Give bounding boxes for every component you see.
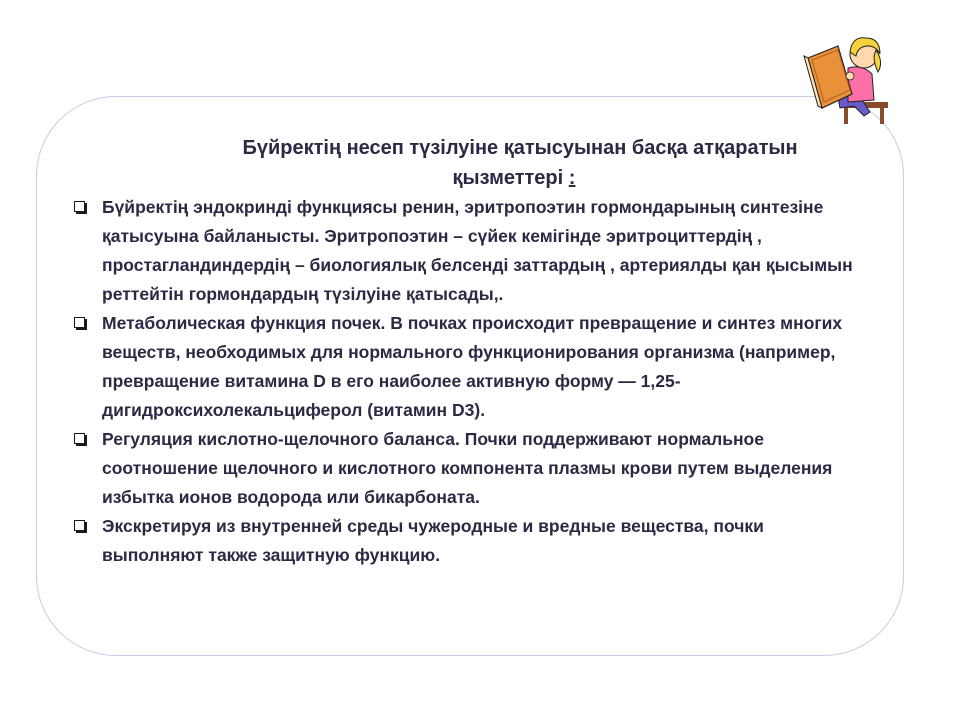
list-item-text: Метаболическая функция почек. В почках происходит превращение и синтез многих веществ, необходимых для нормального функционирования организма (например, превращение витамина D в его наиболее активную форму — 1,25-дигидроксихолекальциферол (витамин D3). [102,313,843,420]
page-title [150,133,850,193]
list-item-text: Регуляция кислотно-щелочного баланса. Почки поддерживают нормальное соотношение щелочного и кислотного компонента плазмы крови путем выделения избытка ионов водорода или бикарбоната. [102,429,833,507]
list-item [72,512,862,570]
list-item-text: Бүйректің эндокринді функциясы ренин, эритропоэтин гормондарының синтезіне қатысуына байланысты. Эритропоэтин – сүйек кемігінде эритроциттердің , простагландиндердің – биологиялық белсенді заттардың , артериялды қан қысымын реттейтін гормондардың түзілуіне қатысады,. [102,197,853,304]
list-item [72,425,862,512]
list-item [72,309,862,425]
checkbox-bullet-icon [74,433,85,444]
checkbox-bullet-icon [74,201,85,212]
title-line-1: Бүйректің несеп түзілуіне қатысуынан басқа атқаратын [242,137,798,159]
title-line-2-text: қызметтері [452,167,564,189]
checkbox-bullet-icon [74,317,85,328]
checkbox-bullet-icon [74,520,85,531]
child-reading-book-icon [800,28,890,128]
list-item [72,193,862,309]
title-line-2 [150,163,850,193]
bullet-list [72,193,862,570]
list-item-text: Экскретируя из внутренней среды чужеродные и вредные вещества, почки выполняют также защитную функцию. [102,516,764,565]
title-colon: : [568,167,576,189]
